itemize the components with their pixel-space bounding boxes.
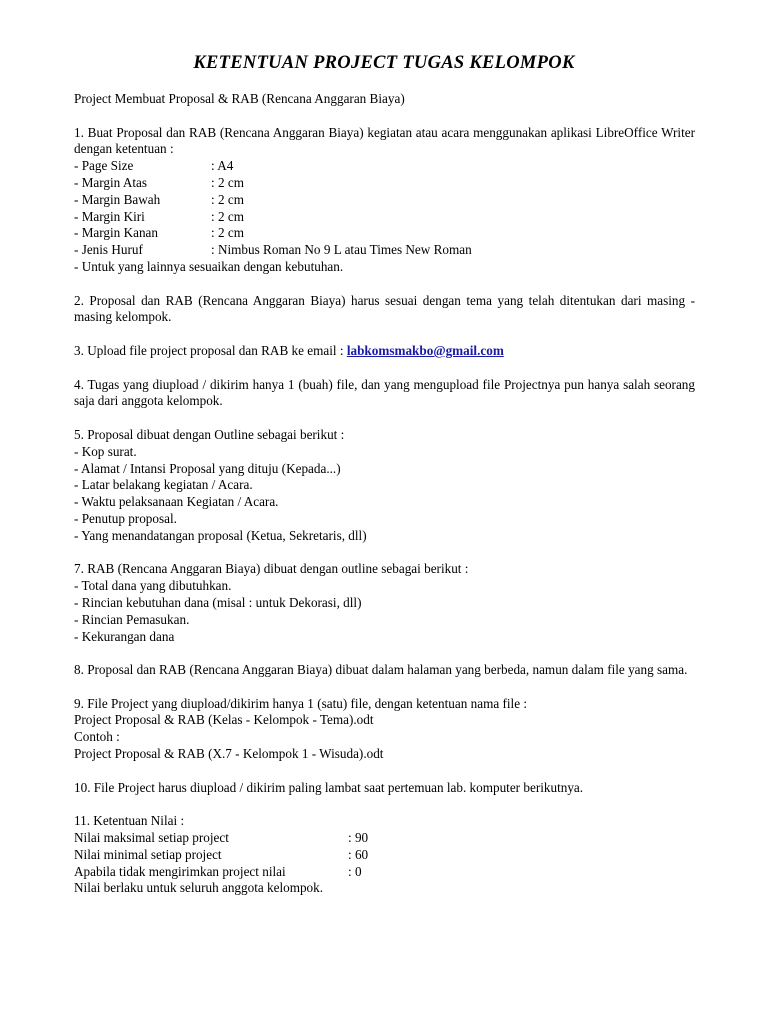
intro-paragraph: [74, 91, 695, 108]
section-9-line: 9. File Project yang diupload/dikirim hanya 1 (satu) file, dengan ketentuan nama file :: [74, 695, 528, 711]
section-11-lead: 11. Ketentuan Nilai :: [74, 813, 185, 829]
section-9-line: Project Proposal & RAB (Kelas - Kelompok - Tema).odt: [74, 712, 374, 728]
spec-item: - Margin Kanan : 2 cm: [74, 225, 244, 241]
section-2: 2. Proposal dan RAB (Rencana Anggaran Biaya) harus sesuai dengan tema yang telah ditentukan dari masing - masing kelompok.: [74, 292, 695, 325]
section-11-tail: Nilai berlaku untuk seluruh anggota kelompok.: [74, 880, 324, 896]
list-item: - Latar belakang kegiatan / Acara.: [74, 477, 253, 493]
section-8: 8. Proposal dan RAB (Rencana Anggaran Biaya) dibuat dalam halaman yang berbeda, namun dalam file yang sama.: [74, 662, 688, 678]
list-item: - Yang menandatangan proposal (Ketua, Sekretaris, dll): [74, 527, 367, 543]
section-5-lead: 5. Proposal dibuat dengan Outline sebagai berikut :: [74, 426, 345, 442]
score-item: Apabila tidak mengirimkan project nilai : 0: [74, 863, 362, 879]
section-10-text: 10. File Project harus diupload / dikirim paling lambat saat pertemuan lab. komputer berikutnya.: [74, 779, 584, 795]
section-4: 4. Tugas yang diupload / dikirim hanya 1 (buah) file, dan yang mengupload file Projectnya pun hanya salah seorang saja dari anggota kelompok.: [74, 376, 695, 409]
section-7-lead: 7. RAB (Rencana Anggaran Biaya) dibuat dengan outline sebagai berikut :: [74, 561, 469, 577]
spec-item: - Margin Kiri : 2 cm: [74, 208, 244, 224]
list-item: - Rincian Pemasukan.: [74, 611, 190, 627]
section-3-text: 3. Upload file project proposal dan RAB ke email :: [74, 342, 347, 358]
section-1-lead: 1. Buat Proposal dan RAB (Rencana Anggaran Biaya) kegiatan atau acara menggunakan aplikasi LibreOffice Writer dengan ketentuan :: [74, 124, 695, 157]
list-item: - Kekurangan dana: [74, 628, 175, 644]
list-item: - Waktu pelaksanaan Kegiatan / Acara.: [74, 494, 279, 510]
intro-text: Project Membuat Proposal & RAB (Rencana Anggaran Biaya): [74, 91, 405, 106]
section-5: [74, 427, 695, 545]
section-7: [74, 561, 695, 645]
email-link[interactable]: labkomsmakbo@gmail.com: [346, 342, 504, 358]
spec-item: - Margin Bawah : 2 cm: [74, 191, 244, 207]
document-title: KETENTUAN PROJECT TUGAS KELOMPOK: [193, 53, 575, 73]
section-1: [74, 125, 695, 276]
score-item: Nilai minimal setiap project : 60: [74, 846, 369, 862]
spec-item: - Jenis Huruf : Nimbus Roman No 9 L atau Times New Roman: [74, 242, 472, 258]
spec-item: - Page Size : A4: [74, 158, 234, 174]
list-item: - Kop surat.: [74, 443, 137, 459]
document-body: [74, 91, 695, 914]
section-11: [74, 813, 695, 897]
section-9: [74, 696, 695, 763]
list-item: - Rincian kebutuhan dana (misal : untuk Dekorasi, dll): [74, 594, 362, 610]
score-item: Nilai maksimal setiap project : 90: [74, 830, 369, 846]
list-item: - Alamat / Intansi Proposal yang dituju (Kepada...): [74, 460, 341, 476]
section-9-line: Project Proposal & RAB (X.7 - Kelompok 1 - Wisuda).odt: [74, 746, 384, 762]
section-3: [74, 343, 695, 360]
spec-item: - Margin Atas : 2 cm: [74, 174, 244, 190]
section-10: [74, 780, 695, 797]
section-9-line: Contoh :: [74, 729, 120, 745]
list-item: - Penutup proposal.: [74, 510, 177, 526]
list-item: - Total dana yang dibutuhkan.: [74, 578, 232, 594]
section-1-tail: - Untuk yang lainnya sesuaikan dengan kebutuhan.: [74, 258, 344, 274]
